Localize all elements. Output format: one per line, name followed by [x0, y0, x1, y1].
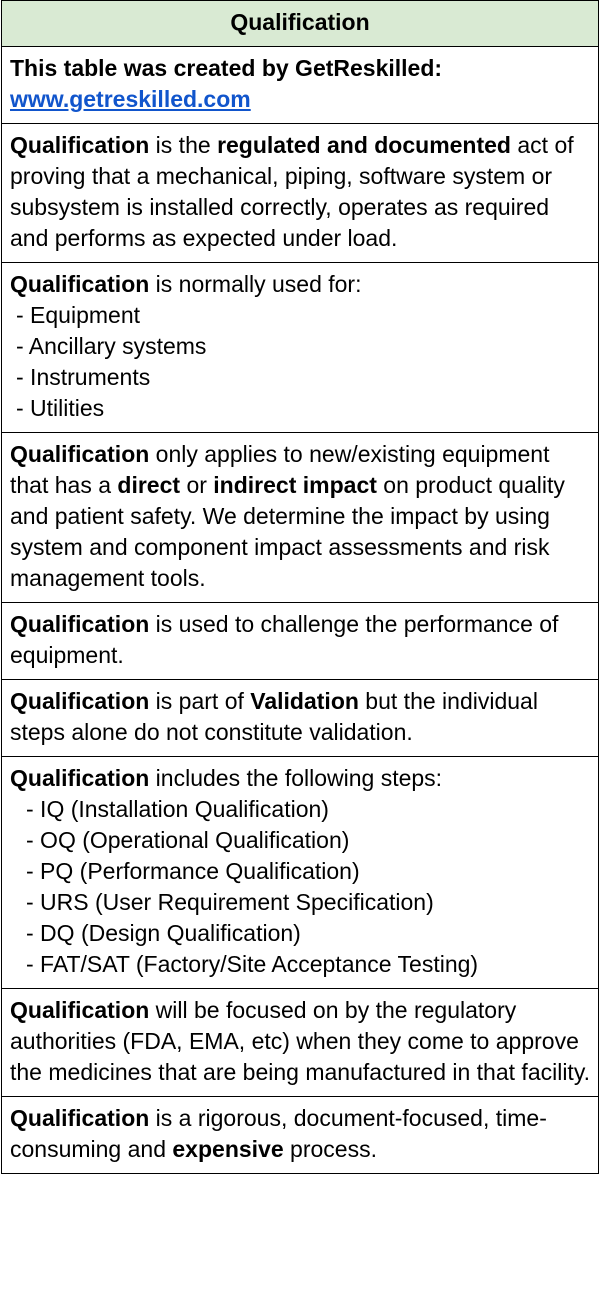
steps-cell [2, 757, 599, 989]
term-label: Qualification [10, 765, 150, 791]
list-item: - Instruments [16, 364, 151, 390]
getreskilled-link[interactable]: www.getreskilled.com [10, 86, 251, 112]
impact-cell [2, 433, 599, 603]
list-item: - OQ (Operational Qualification) [26, 827, 350, 853]
usage-cell [2, 263, 599, 433]
term-label: Qualification [10, 441, 150, 467]
table-row-header [2, 1, 599, 47]
challenge-cell [2, 603, 599, 680]
cell-text: act of proving that a mechanical, piping, software system or subsystem is installed correctly, operates as required and performs as expected under load. [10, 132, 574, 251]
table-row [2, 1097, 599, 1174]
list-item: - Equipment [16, 302, 141, 328]
credit-text: This table was created by GetReskilled: [10, 55, 443, 81]
term-label: Qualification [10, 997, 150, 1023]
table-row [2, 603, 599, 680]
regulatory-cell [2, 989, 599, 1097]
process-cell [2, 1097, 599, 1174]
validation-cell [2, 680, 599, 757]
list-item: - PQ (Performance Qualification) [26, 858, 360, 884]
term-label: Qualification [10, 611, 150, 637]
term-label: Qualification [10, 271, 150, 297]
list-item: - DQ (Design Qualification) [26, 920, 301, 946]
cell-text: is a rigorous, document-focused, time-consuming and [10, 1105, 547, 1162]
cell-text: but the individual steps alone do not constitute validation. [10, 688, 538, 745]
table-row [2, 680, 599, 757]
table-row [2, 433, 599, 603]
emphasis-text: direct [117, 472, 181, 498]
definition-cell [2, 124, 599, 263]
cell-text: process. [283, 1136, 377, 1162]
term-label: Qualification [10, 132, 150, 158]
list-item: - URS (User Requirement Specification) [26, 889, 434, 915]
term-label: Qualification [10, 1105, 150, 1131]
cell-text: is normally used for: [149, 271, 362, 297]
cell-text: is used to challenge the performance of equipment. [10, 611, 559, 668]
table-row-credit [2, 47, 599, 124]
cell-text: includes the following steps: [149, 765, 443, 791]
cell-text: or [180, 472, 214, 498]
table-row [2, 989, 599, 1097]
cell-text: is the [149, 132, 218, 158]
emphasis-text: regulated and documented [217, 132, 511, 158]
list-item: - FAT/SAT (Factory/Site Acceptance Testing) [26, 951, 479, 977]
table-row [2, 757, 599, 989]
qualification-table [1, 0, 599, 1174]
cell-text: is part of [149, 688, 251, 714]
emphasis-text: indirect impact [213, 472, 377, 498]
cell-text: only applies to new/existing equipment that has a [10, 441, 550, 498]
table-row [2, 124, 599, 263]
list-item: - IQ (Installation Qualification) [26, 796, 329, 822]
emphasis-text: expensive [172, 1136, 284, 1162]
table-row [2, 263, 599, 433]
cell-text: on product quality and patient safety. We determine the impact by using system and component impact assessments and risk management tools. [10, 472, 565, 591]
credit-cell [2, 47, 599, 124]
cell-text: will be focused on by the regulatory authorities (FDA, EMA, etc) when they come to approve the medicines that are being manufactured in that facility. [10, 997, 591, 1085]
table-title: Qualification [2, 1, 599, 47]
steps-list [10, 794, 590, 980]
emphasis-text: Validation [250, 688, 359, 714]
list-item: - Utilities [16, 395, 105, 421]
usage-list [10, 300, 590, 424]
term-label: Qualification [10, 688, 150, 714]
list-item: - Ancillary systems [16, 333, 207, 359]
